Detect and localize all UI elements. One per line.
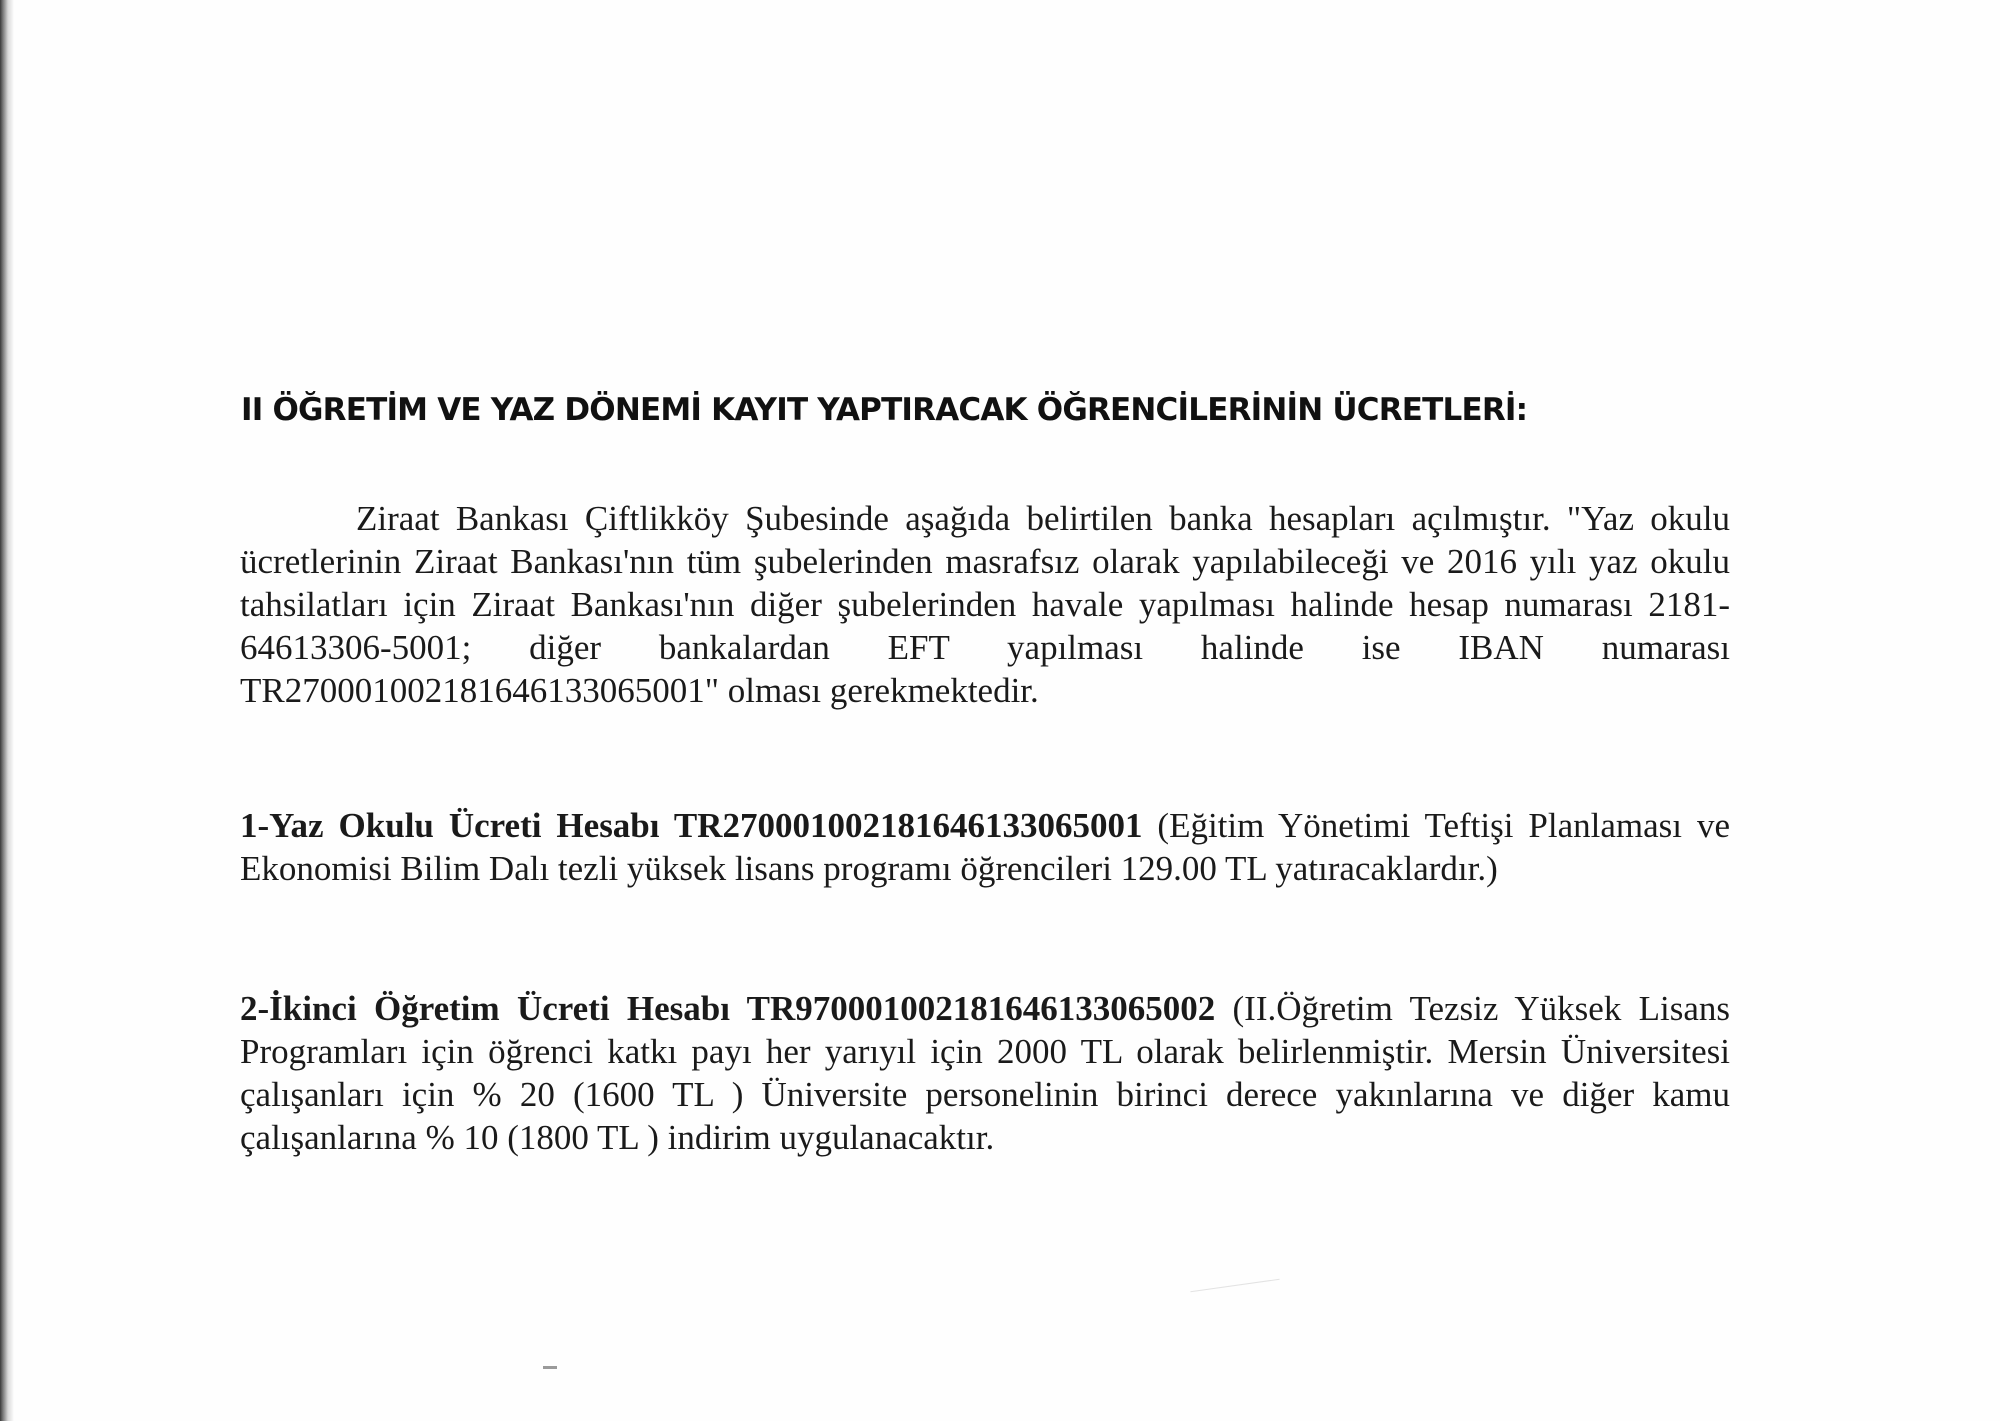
account-paragraph-second-education bbox=[240, 987, 1730, 1159]
account-text-summer-school: (Eğitim Yönetimi Teftişi Planlaması ve Ekonomisi Bilim Dalı tezli yüksek lisans programı öğrencileri 129.00 TL yatıracaklardır.) bbox=[240, 806, 1731, 888]
page-title: II ÖĞRETİM VE YAZ DÖNEMİ KAYIT YAPTIRACAK ÖĞRENCİLERİNİN ÜCRETLERİ: bbox=[241, 392, 1528, 428]
intro-paragraph: Ziraat Bankası Çiftlikköy Şubesinde aşağıda belirtilen banka hesapları açılmıştır. "Yaz okulu ücretlerinin Ziraat Bankası'nın tüm şubelerinden masrafsız olarak yapılabileceği ve 2016 yılı yaz okulu tahsilatları için Ziraat Bankası'nın diğer şubelerinden havale yapılması halinde hesap numarası 2181-64613306-5001; diğer bankalardan EFT yapılması halinde ise IBAN numarası TR270001002181646133065001" olması gerekmektedir. bbox=[240, 499, 1730, 710]
account-text-second-education: (II.Öğretim Tezsiz Yüksek Lisans Programları için öğrenci katkı payı her yarıyıl için 2000 TL olarak belirlenmiştir. Mersin Üniversitesi çalışanları için % 20 (1600 TL ) Üniversite personelinin birinci derece yakınlarına ve diğer kamu çalışanlarına % 10 (1800 TL ) indirim uygulanacaktır. bbox=[240, 989, 1730, 1157]
account-label-second-education: 2-İkinci Öğretim Ücreti Hesabı TR970001002181646133065002 bbox=[240, 989, 1216, 1028]
account-paragraph-summer-school bbox=[240, 804, 1730, 890]
scan-faint-line bbox=[1190, 1279, 1279, 1293]
scan-speck-mark bbox=[543, 1366, 557, 1369]
account-label-summer-school: 1-Yaz Okulu Ücreti Hesabı TR270001002181646133065001 bbox=[240, 806, 1143, 845]
scan-edge-shadow bbox=[0, 0, 14, 1421]
